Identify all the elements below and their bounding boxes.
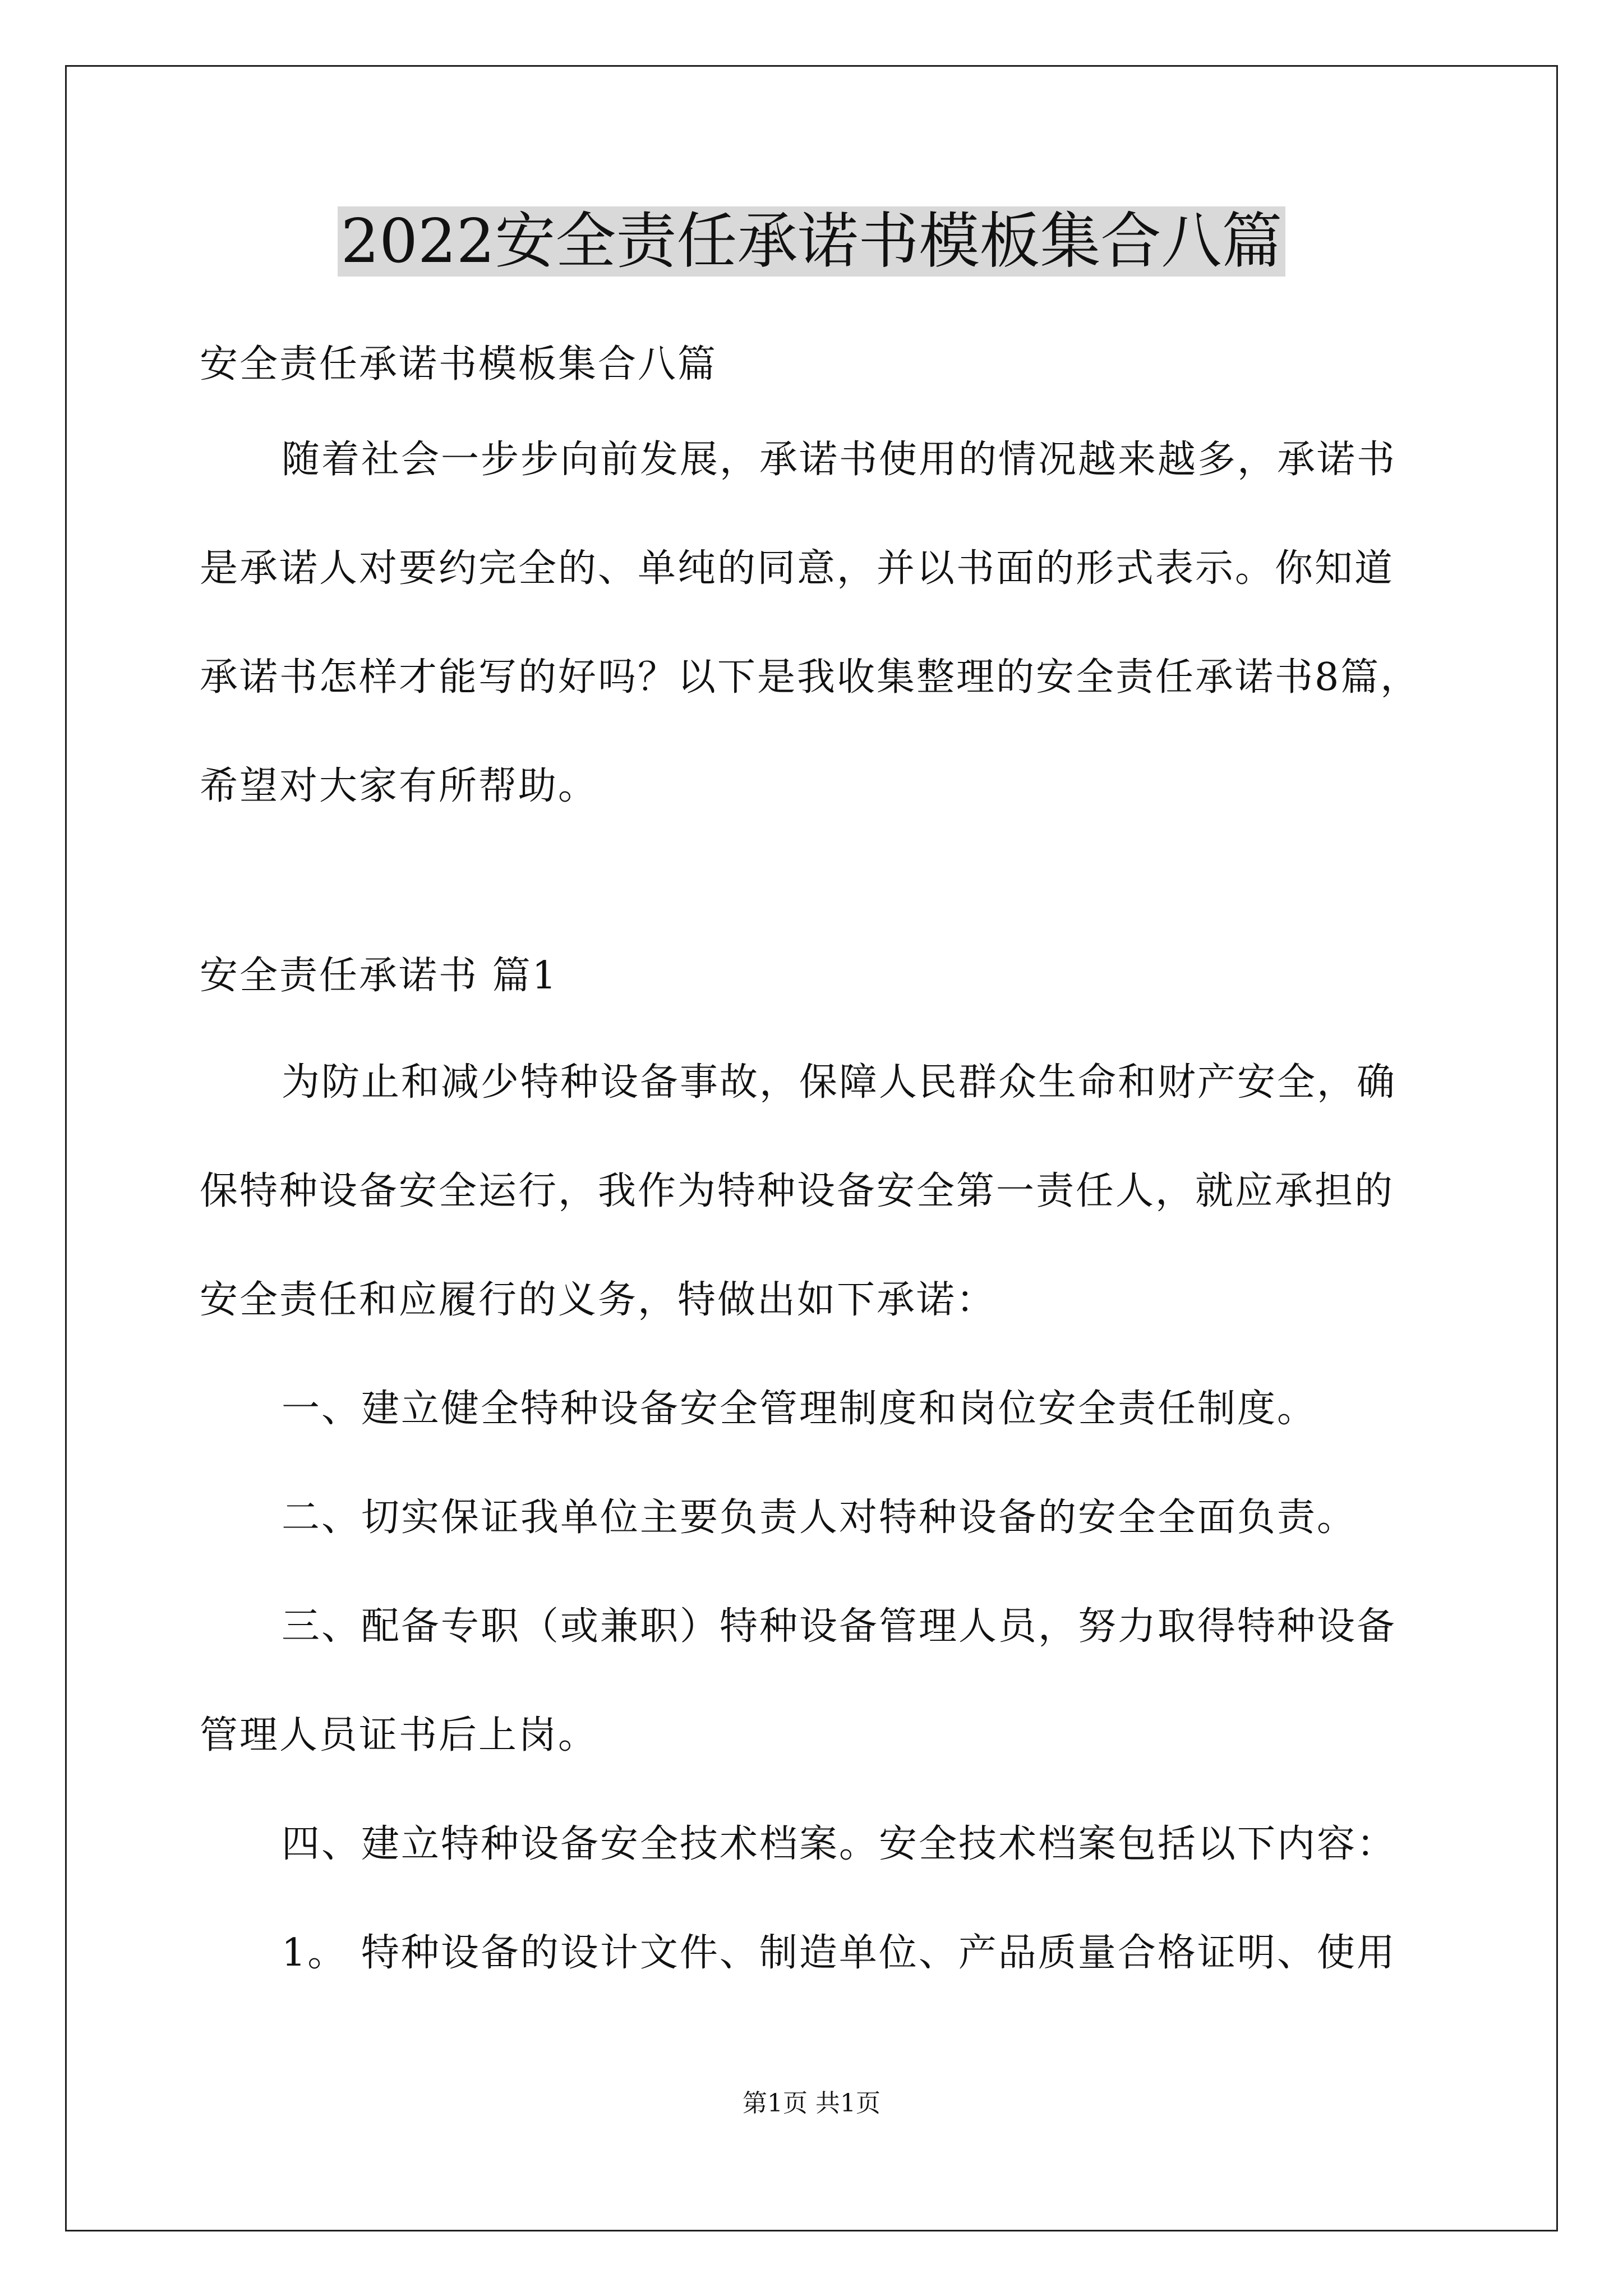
page-footer: 第1页 共1页 <box>743 2089 880 2118</box>
document-title <box>0 200 1623 284</box>
para1-line-1: 为防止和减少特种设备事故，保障人民群众生命和财产安全，确 <box>282 1060 1397 1105</box>
item-4: 四、建立特种设备安全技术档案。安全技术档案包括以下内容： <box>282 1822 1397 1866</box>
intro-line-1: 随着社会一步步向前发展，承诺书使用的情况越来越多，承诺书 <box>282 438 1397 482</box>
section-heading: 安全责任承诺书 篇1 <box>200 954 558 998</box>
para1-line-2: 保特种设备安全运行，我作为特种设备安全第一责任人，就应承担的 <box>200 1169 1395 1213</box>
document-title-text: 2022安全责任承诺书模板集合八篇 <box>338 206 1286 277</box>
intro-line-4: 希望对大家有所帮助。 <box>200 764 598 808</box>
sub-item-1: 1。 特种设备的设计文件、制造单位、产品质量合格证明、使用 <box>282 1931 1396 1975</box>
intro-line-3: 承诺书怎样才能写的好吗？以下是我收集整理的安全责任承诺书8篇， <box>200 655 1421 700</box>
item-1: 一、建立健全特种设备安全管理制度和岗位安全责任制度。 <box>282 1387 1317 1431</box>
item-3-line-1: 三、配备专职（或兼职）特种设备管理人员，努力取得特种设备 <box>282 1604 1397 1649</box>
intro-line-2: 是承诺人对要约完全的、单纯的同意，并以书面的形式表示。你知道 <box>200 546 1395 591</box>
document-subtitle: 安全责任承诺书模板集合八篇 <box>200 342 718 386</box>
item-2: 二、切实保证我单位主要负责人对特种设备的安全全面负责。 <box>282 1496 1357 1540</box>
para1-line-3: 安全责任和应履行的义务，特做出如下承诺： <box>200 1278 997 1322</box>
item-3-line-2: 管理人员证书后上岗。 <box>200 1713 598 1757</box>
